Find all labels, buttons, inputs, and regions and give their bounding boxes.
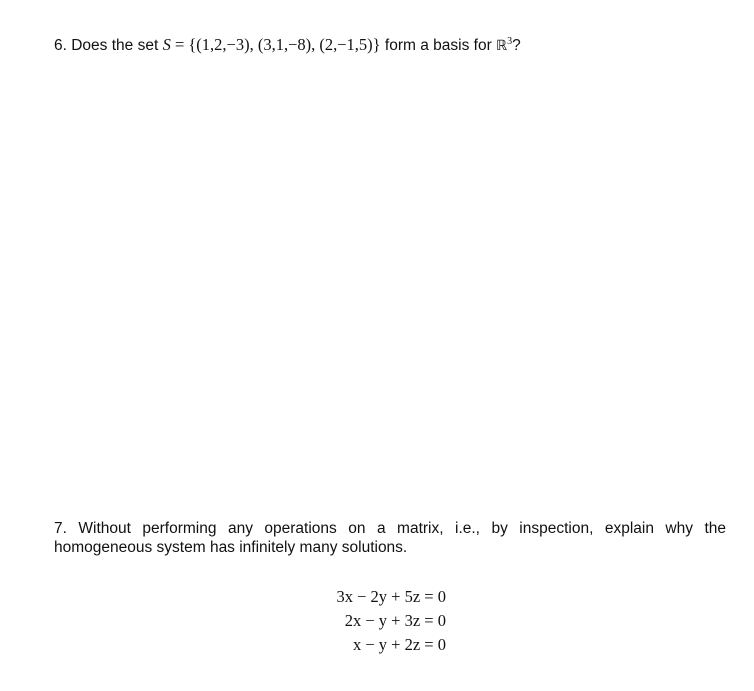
set-value: {(1,2,−3), (3,1,−8), (2,−1,5)} — [188, 35, 381, 54]
question-6 — [54, 35, 521, 56]
question-6-prefix: 6. Does the set — [54, 37, 163, 54]
equation-1: 3x − 2y + 5z = 0 — [336, 587, 446, 606]
set-name: S — [162, 35, 171, 54]
space-exponent: 3 — [507, 36, 513, 47]
question-7: 7. Without performing any operations on a matrix, i.e., by inspection, explain why the homogeneous system has infinitely many solutions. — [54, 520, 726, 556]
equation-2: 2x − y + 3z = 0 — [344, 611, 446, 630]
linear-system — [300, 585, 446, 657]
real-space-symbol: ℝ — [496, 38, 508, 54]
equation-3: x − y + 2z = 0 — [353, 635, 446, 654]
question-6-middle: form a basis for — [380, 37, 497, 54]
question-6-suffix: ? — [512, 37, 521, 54]
equals-sign: = — [170, 35, 189, 54]
